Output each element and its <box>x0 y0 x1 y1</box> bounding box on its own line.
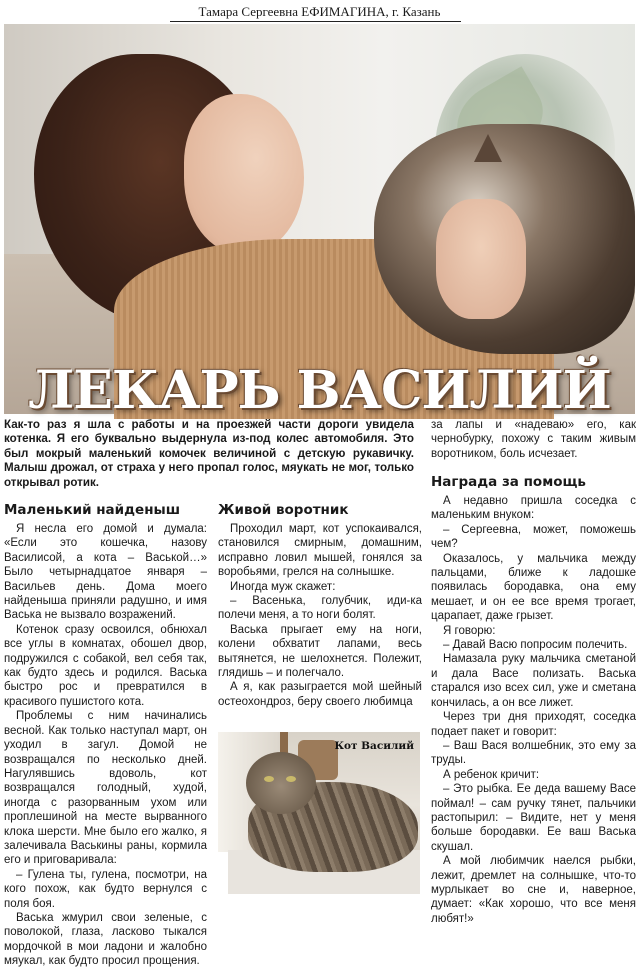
paragraph: Проходил март, кот успокаивался, становился смирным, домашним, исправно ловил мышей, гонялся за воробьями, грелся на солнышке. <box>218 523 422 579</box>
cat-eye <box>286 776 296 782</box>
paragraph: Проблемы с ним начинались весной. Как только наступал март, он уходил в загул. Домой не возвращался по несколько дней. Нагулявшись вдоволь, кот возвращался голодный, худой, иногда с разорванным ухом или проплешиной на месте вырванного клока шерсти. Мне было его жалко, я залечивала Васькины раны, кормила его и приговаривала: <box>4 710 207 867</box>
photo-caption: Кот Василий <box>334 740 414 752</box>
paragraph: Я несла его домой и думала: «Если это кошечка, назову Василисой, а кота – Васькой…» Было четырнадцатое января – Васильев день. Дома моего найденыша приняли радушно, и имя Васька не вызвало возражений. <box>4 523 207 622</box>
paragraph: – Васенька, голубчик, иди-ка полечи меня, а то ноги болят. <box>218 595 422 622</box>
cat-eye <box>264 776 274 782</box>
paragraph: Васька прыгает ему на ноги, колени обхватит лапами, весь вытянется, не шелохнется. Полежит, глядишь – и полегчало. <box>218 623 422 680</box>
section-heading: Награда за помощь <box>431 474 586 490</box>
article-title: ЛЕКАРЬ ВАСИЛИЙ <box>28 360 611 421</box>
paragraph: А мой любимчик наелся рыбки, лежит, дремлет на солнышке, что-то мурлыкает во сне и, наверное, думает: «Как хорошо, что все меня любят!» <box>431 855 636 925</box>
column-1 <box>4 502 207 969</box>
cat-head <box>246 752 316 814</box>
paragraph: А я, как разыграется мой шейный остеохондроз, беру своего любимца <box>218 681 422 708</box>
woman-face <box>184 94 304 254</box>
paragraph: – Ваш Вася волшебник, это ему за труды. <box>431 739 636 767</box>
hero-photo <box>4 24 635 421</box>
paragraph: – Сергеевна, может, поможешь чем? <box>431 523 636 551</box>
paragraph: Котенок сразу освоился, обнюхал все углы в комнатах, обошел двор, подружился с собакой, вел себя так, как будто здесь и родился. Васька быстро рос и превратился в красивого пушистого кота. <box>4 623 207 708</box>
byline-divider <box>170 21 461 22</box>
paragraph: Иногда муж скажет: <box>230 580 336 593</box>
column-2 <box>218 502 422 709</box>
section-heading: Живой воротник <box>218 502 349 518</box>
author-byline: Тамара Сергеевна ЕФИМАГИНА, г. Казань <box>198 4 441 19</box>
paragraph: А ребенок кричит: <box>443 768 540 781</box>
paragraph: – Это рыбка. Ее деда вашему Васе поймал! – сам ручку тянет, пальчики растопырил: – Видите, нет у меня больше бородавки. Ее ваш Васька скушал. <box>431 783 636 853</box>
paragraph: Через три дня приходят, соседка подает пакет и говорит: <box>431 711 636 738</box>
paragraph: А недавно пришла соседка с маленьким внуком: <box>431 495 636 522</box>
paragraph: – Гулена ты, гулена, посмотри, на кого похож, как будто вернулся с поля боя. <box>4 868 207 910</box>
paragraph: Я говорю: <box>443 624 496 637</box>
column-3-top <box>431 418 636 461</box>
paragraph: – Давай Васю попросим полечить. <box>443 639 628 652</box>
section-heading: Маленький найденыш <box>4 502 181 518</box>
article-lead: Как-то раз я шла с работы и на проезжей части дороги увидела котенка. Я его буквально выдернула из-под колес автомобиля. Это был мокрый маленький комочек величиной с детскую рукавичку. Малыш дрожал, от страха у него пропал голос, мяукать не мог, только открывал ротик. <box>4 418 414 489</box>
paragraph: Васька жмурил свои зеленые, с поволокой, глаза, ласково тыкался мордочкой в мои ладони и жалобно мяукал, как будто просил прощения. <box>4 911 207 968</box>
paragraph: Намазала руку мальчика сметаной и дала Васе полизать. Васька старался изо всех сил, уже и сметана кончилась, а он все лижет. <box>431 653 636 709</box>
woman-hand <box>436 199 526 319</box>
cat-ear <box>474 134 502 162</box>
paragraph: Оказалось, у мальчика между пальцами, ближе к ладошке появилась бородавка, она ему мешает, и он ее все время трогает, царапает, даже грызет. <box>431 552 636 623</box>
column-3 <box>431 474 636 926</box>
paragraph: за лапы и «надеваю» его, как чернобурку, похожу с таким живым воротником, боль исчезает. <box>431 419 636 460</box>
cat-photo <box>228 732 420 894</box>
